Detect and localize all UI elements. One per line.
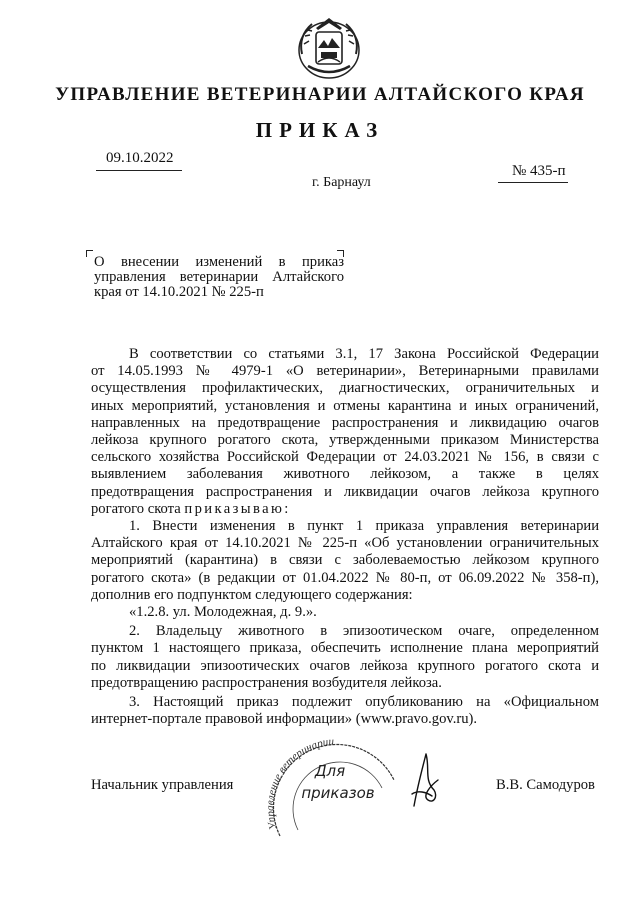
preamble-line: иных мероприятий, установления и отмены карантина и иных ограничений, <box>91 397 599 414</box>
svg-text:Для: Для <box>314 762 346 780</box>
subject-bracket-left <box>86 250 93 257</box>
item1-line: Алтайского края от 14.10.2021 № 225-п «Об установлении ограничительных <box>91 535 599 552</box>
subject-line: О внесении изменений в приказ <box>94 254 344 270</box>
number-underline <box>498 182 568 183</box>
svg-text:Управление ветеринарии: Управление ветеринарии <box>264 735 335 832</box>
preamble-line: лейкоза крупного рогатого скота, утвержденными приказом Министерства <box>91 432 599 449</box>
handwritten-signature-icon <box>404 750 448 812</box>
item1-line: рогатого скота» (в редакции от 01.04.2022 № 80-п, от 06.09.2022 № 358-п), <box>91 569 599 586</box>
item3-line: интернет-портале правовой информации» (www.pravo.gov.ru). <box>91 711 478 728</box>
item1-line: мероприятий (карантина) в связи с заболеваемостью лейкозом крупного <box>91 552 599 569</box>
order-word: приказываю: <box>184 500 291 517</box>
order-number: № 435-п <box>512 163 566 179</box>
signatory-name: В.В. Самодуров <box>496 777 595 793</box>
preamble-line: от 14.05.1993 № 4979-1 «О ветеринарии», Ветеринарными правилами <box>91 363 599 380</box>
svg-text:приказов: приказов <box>301 784 375 802</box>
item2-line: 2. Владельцу животного в эпизоотическом очаге, определенном <box>129 623 599 640</box>
date-underline <box>96 170 182 171</box>
preamble-line: В соответствии со статьями 3.1, 17 Закона Российской Федерации <box>129 346 599 362</box>
preamble-line: осуществления профилактических, диагностических, ограничительных и <box>91 380 599 397</box>
preamble-line: предотвращения распространения и ликвидации очагов лейкоза крупного <box>91 483 599 500</box>
preamble-last-line <box>91 501 599 518</box>
preamble-line: сельского хозяйства Российской Федерации от 24.03.2021 № 156, в связи с <box>91 449 599 466</box>
signatory-title: Начальник управления <box>91 777 234 793</box>
preamble-line: направленных на предотвращение распространения и ликвидацию очагов <box>91 414 599 431</box>
order-body <box>91 346 599 728</box>
city-name: г. Барнаул <box>312 175 371 190</box>
subject-line: управления ветеринарии Алтайского <box>94 269 344 285</box>
item1-subpoint: «1.2.8. ул. Молодежная, д. 9.». <box>129 604 317 621</box>
order-subject <box>94 255 344 300</box>
organization-title: УПРАВЛЕНИЕ ВЕТЕРИНАРИИ АЛТАЙСКОГО КРАЯ <box>55 84 585 105</box>
order-date: 09.10.2022 <box>106 150 174 166</box>
subject-line: края от 14.10.2021 № 225-п <box>94 284 264 300</box>
item2-line: предотвращению распространения возбудителя лейкоза. <box>91 674 442 691</box>
document-type-heading: ПРИКАЗ <box>255 118 385 142</box>
stamp-icon <box>258 718 408 848</box>
preamble-end: рогатого скота <box>91 500 181 517</box>
item2-line: пунктом 1 настоящего приказа, обеспечить исполнение плана мероприятий <box>91 640 599 657</box>
preamble-line: выявлением заболевания животного лейкозом, а также в целях <box>91 466 599 483</box>
item2-line: по ликвидации эпизоотических очагов лейкоза крупного рогатого скота и <box>91 657 599 674</box>
coat-of-arms-icon <box>294 14 364 80</box>
item1-line: 1. Внести изменения в пункт 1 приказа управления ветеринарии <box>129 518 599 535</box>
item1-line: дополнив его подпунктом следующего содержания: <box>91 586 413 603</box>
item3-line: 3. Настоящий приказ подлежит опубликованию на «Официальном <box>129 694 599 711</box>
